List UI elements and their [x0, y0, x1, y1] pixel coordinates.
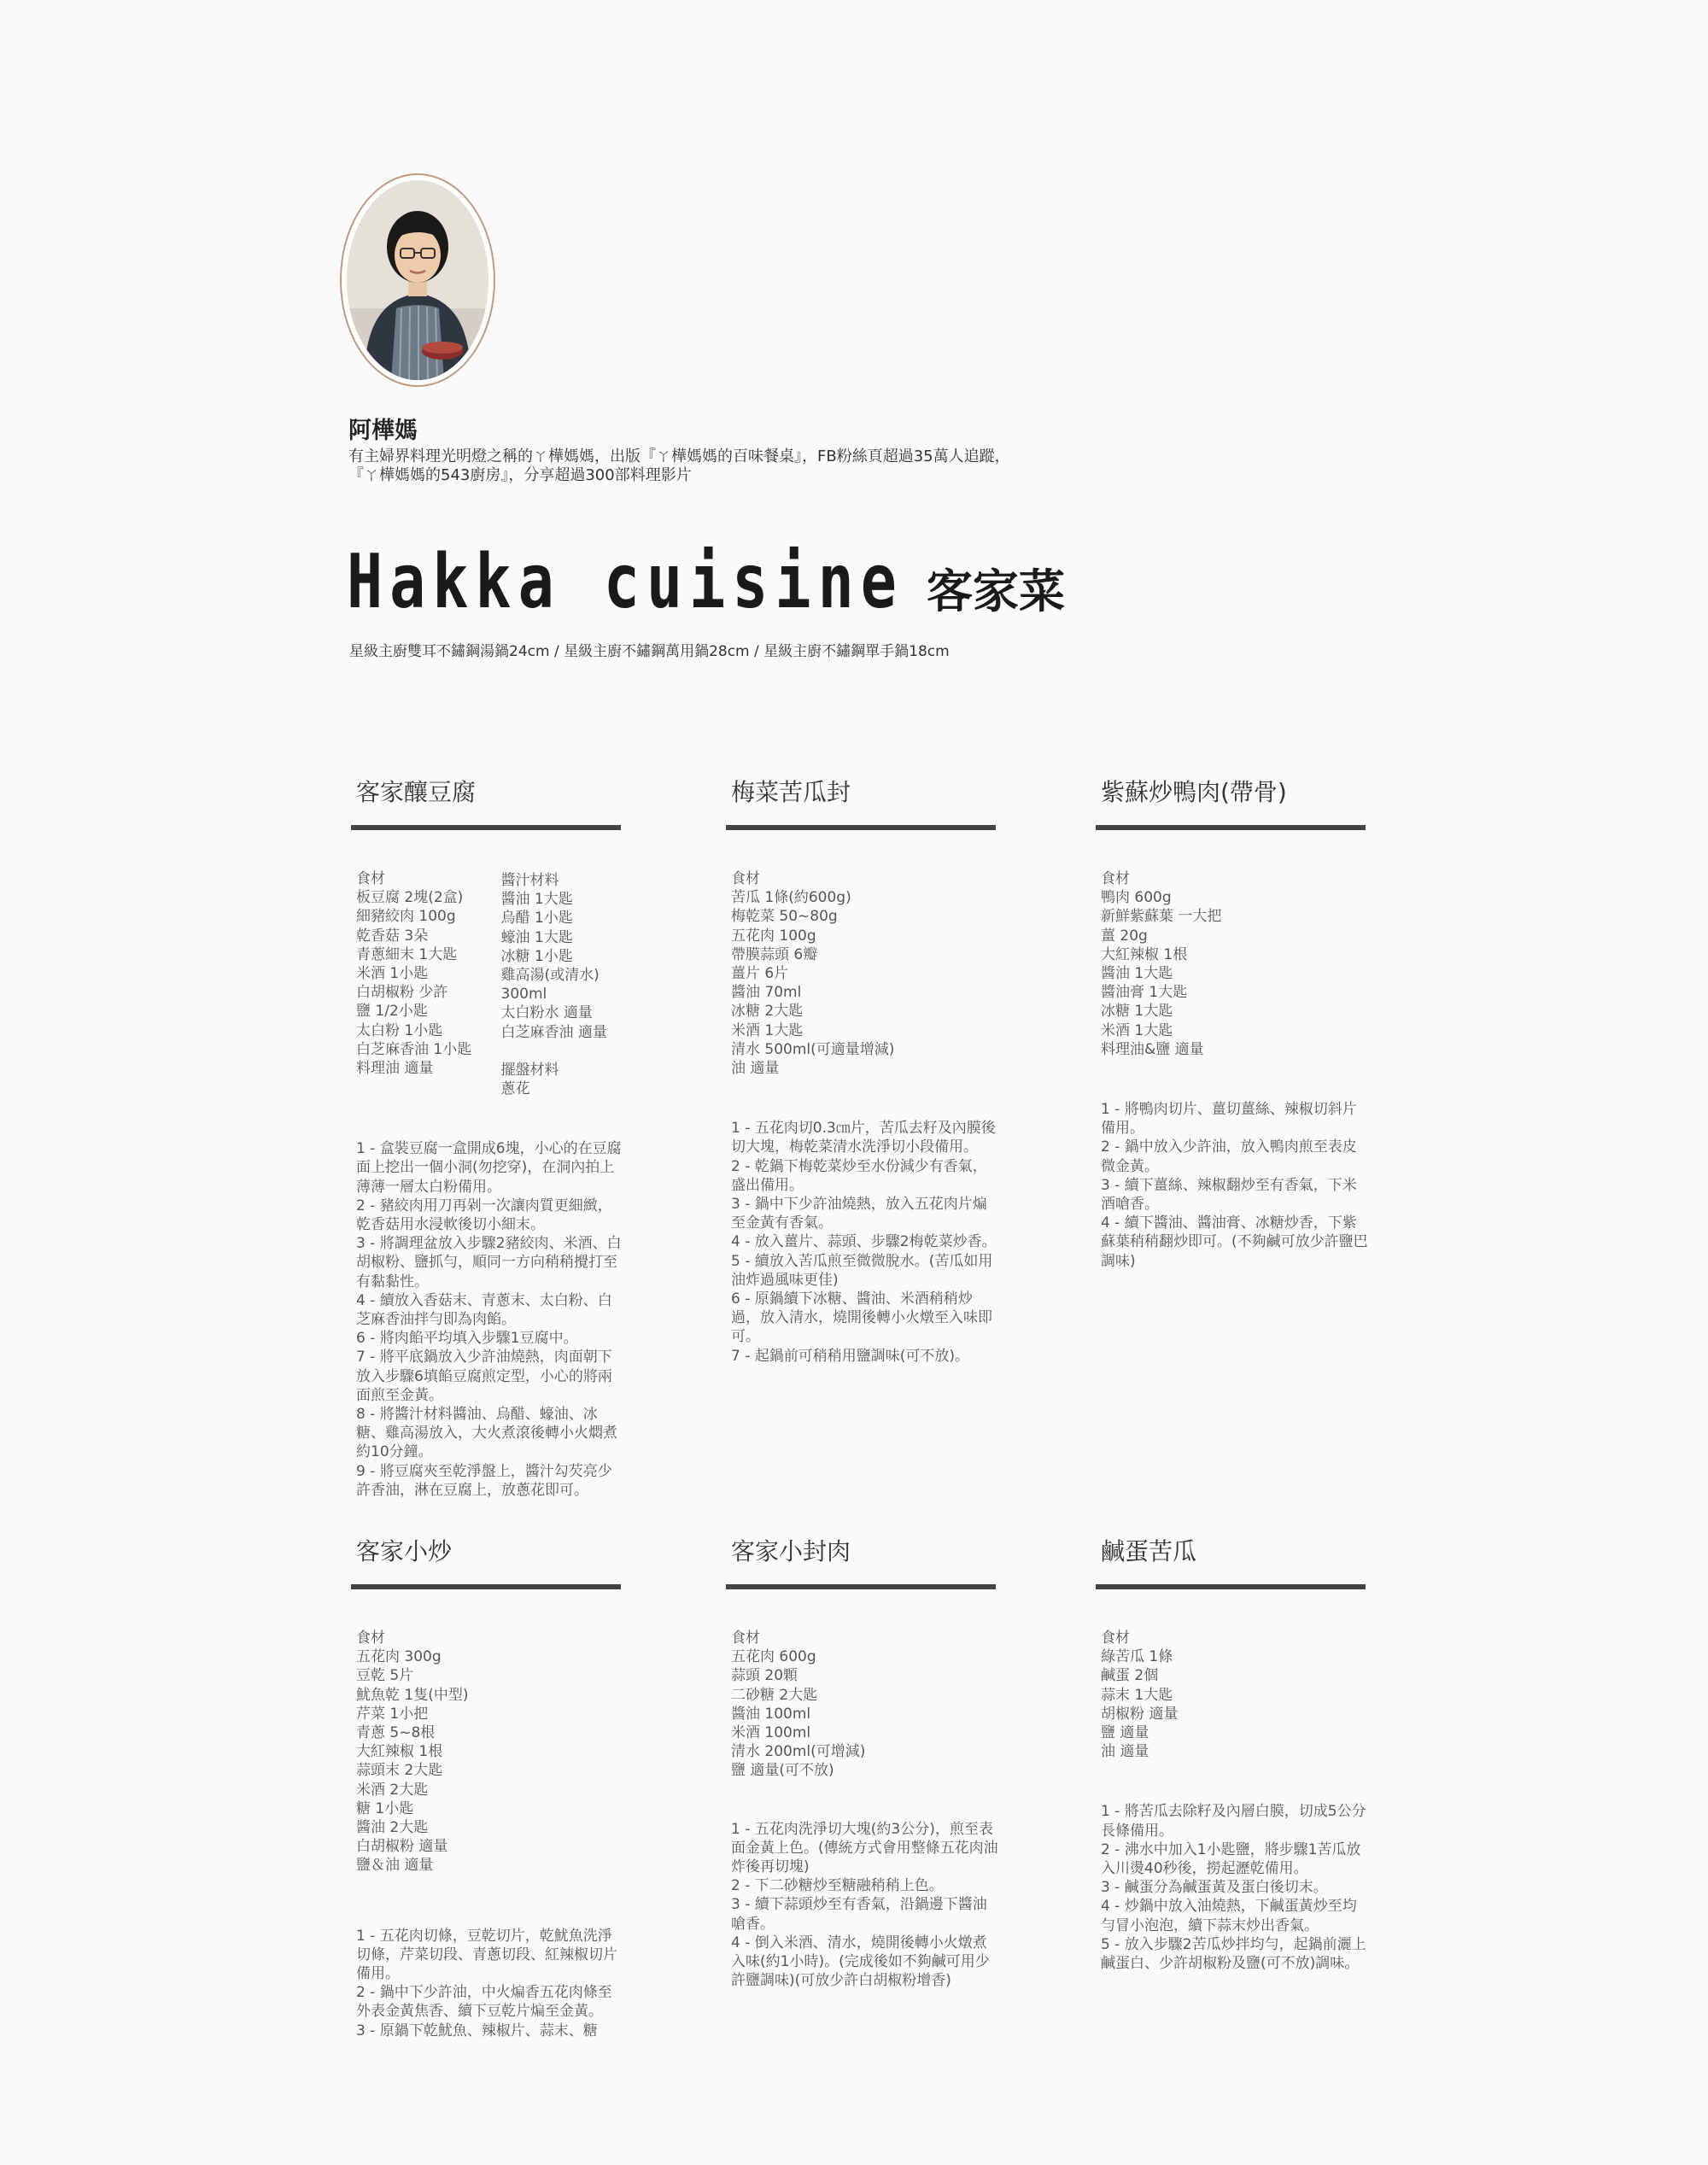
step-item: 6 - 將肉餡平均填入步驟1豆腐中。 [356, 1330, 578, 1348]
ingredient-item: 白芝麻香油 適量 [500, 1023, 607, 1041]
step-item: 3 - 續下薑絲、辣椒翻炒至有香氣，下米酒嗆香。 [1101, 1176, 1357, 1214]
recipe-title-rule [351, 1584, 621, 1589]
ingredient-item: 擺盤材料 [500, 1061, 559, 1079]
step-item: 3 - 鹹蛋分為鹹蛋黃及蛋白後切末。 [1101, 1879, 1328, 1897]
ingredient-item: 鹽 適量(可不放) [731, 1762, 834, 1780]
ingredients-list [1096, 869, 1251, 1059]
ingredient-item: 乾香菇 3朵 [356, 927, 429, 945]
ingredient-item: 醬油膏 1大匙 [1101, 984, 1188, 1002]
recipe-title-rule [351, 825, 621, 830]
step-item: 1 - 將苦瓜去除籽及內層白膜，切成5公分長條備用。 [1101, 1803, 1366, 1840]
recipe-card-hakka-stir-fry [351, 1533, 624, 2040]
step-item: 3 - 鍋中下少許油燒熱，放入五花肉片煸至金黃有香氣。 [731, 1196, 987, 1232]
ingredient-item: 食材 [1101, 870, 1130, 887]
recipe-card-hakka-stuffed-tofu [351, 774, 624, 1500]
author-photo [347, 180, 488, 380]
ingredient-item: 鹽 適量 [1101, 1724, 1149, 1742]
ingredients-list [351, 1629, 506, 1875]
ingredient-item: 鴨肉 600g [1101, 889, 1172, 907]
recipe-title: 梅菜苦瓜封 [731, 778, 851, 806]
ingredient-item: 五花肉 100g [731, 927, 816, 945]
ingredient-item: 冰糖 1大匙 [1101, 1003, 1173, 1021]
ingredient-item: 苦瓜 1條(約600g) [731, 889, 851, 907]
steps-list [726, 1119, 999, 1366]
recipe-card-bitter-melon-pork [726, 774, 999, 1366]
page-title-zh: 客家菜 [926, 565, 1065, 618]
step-item: 1 - 盒裝豆腐一盒開成6塊，小心的在豆腐面上挖出一個小洞(勿挖穿)，在洞內拍上薄薄一層太白粉備用。 [356, 1140, 622, 1196]
ingredient-item: 醬油 1大匙 [500, 891, 573, 909]
ingredient-item: 雞高湯(或清水) [500, 967, 600, 985]
ingredient-item: 食材 [356, 1630, 385, 1647]
ingredient-item: 醬油 70ml [731, 984, 802, 1002]
ingredient-item: 米酒 1小匙 [356, 965, 429, 983]
step-item: 4 - 倒入米酒、清水，燒開後轉小火燉煮入味(約1小時)。(完成後如不夠鹹可用少許鹽調味)(可放少許白胡椒粉增香) [731, 1934, 990, 1990]
ingredient-item: 太白粉水 適量 [500, 1004, 593, 1022]
ingredient-item: 薑 20g [1101, 927, 1148, 945]
ingredient-item: 太白粉 1小匙 [356, 1021, 443, 1039]
ingredient-item: 清水 200ml(可增減) [731, 1743, 866, 1761]
ingredient-item: 醬油 2大匙 [356, 1819, 429, 1837]
ingredient-item: 食材 [1101, 1630, 1130, 1647]
step-item: 4 - 放入薑片、蒜頭、步驟2梅乾菜炒香。 [731, 1233, 997, 1251]
step-item: 4 - 續下醬油、醬油膏、冰糖炒香，下紫蘇葉稍稍翻炒即可。(不夠鹹可放少許鹽巴調味) [1101, 1214, 1368, 1270]
step-item: 3 - 原鍋下乾魷魚、辣椒片、蒜末、糖 [356, 2022, 598, 2039]
ingredient-item: 料理油 適量 [356, 1060, 434, 1078]
steps-list [351, 1927, 624, 2040]
ingredients-block [351, 869, 624, 1098]
step-item: 6 - 原鍋續下冰糖、醬油、米酒稍稍炒過，放入清水，燒開後轉小火燉至入味即可。 [731, 1290, 992, 1346]
ingredient-item: 油 適量 [1101, 1743, 1149, 1761]
step-item: 1 - 將鴨肉切片、薑切薑絲、辣椒切斜片備用。 [1101, 1101, 1357, 1138]
step-item: 5 - 續放入苦瓜煎至微微脫水。(苦瓜如用油炸過風味更佳) [731, 1252, 993, 1289]
recipe-title: 紫蘇炒鴨肉(帶骨) [1101, 778, 1287, 806]
ingredient-item: 新鮮紫蘇葉 一大把 [1101, 908, 1222, 926]
ingredient-item: 蒜末 1大匙 [1101, 1686, 1173, 1704]
step-item: 5 - 放入步驟2苦瓜炒拌均勻，起鍋前灑上鹹蛋白、少許胡椒粉及鹽(可不放)調味。 [1101, 1935, 1366, 1973]
step-item: 2 - 鍋中下少許油，中火煸香五花肉條至外表金黃焦香、續下豆乾片煸至金黃。 [356, 1984, 612, 2021]
steps-list [1096, 1100, 1369, 1271]
step-item: 1 - 五花肉切條，豆乾切片，乾魷魚洗淨切條，芹菜切段、青蔥切段、紅辣椒切片備用。 [356, 1927, 617, 1983]
ingredient-item: 大紅辣椒 1根 [356, 1743, 443, 1761]
ingredient-item: 綠苦瓜 1條 [1101, 1648, 1173, 1666]
ingredient-item: 青蔥細末 1大匙 [356, 945, 458, 963]
ingredient-item: 胡椒粉 適量 [1101, 1705, 1179, 1723]
step-item: 3 - 續下蒜頭炒至有香氣，沿鍋邊下醬油嗆香。 [731, 1896, 987, 1933]
ingredient-item: 二砂糖 2大匙 [731, 1686, 818, 1704]
steps-list [1096, 1802, 1369, 1973]
ingredients-block [726, 1629, 999, 1781]
ingredient-item: 米酒 2大匙 [356, 1781, 429, 1799]
step-item: 9 - 將豆腐夾至乾淨盤上，醬汁勾芡亮少許香油，淋在豆腐上，放蔥花即可。 [356, 1462, 612, 1499]
recipe-title: 客家小封肉 [731, 1537, 851, 1565]
ingredient-item: 醬油 100ml [731, 1705, 811, 1723]
recipe-title-rule [1096, 1584, 1366, 1589]
recipe-title-rule [1096, 825, 1366, 830]
ingredient-item: 烏醋 1小匙 [500, 910, 573, 927]
step-item: 4 - 炒鍋中放入油燒熱，下鹹蛋黃炒至均勻冒小泡泡，續下蒜末炒出香氣。 [1101, 1898, 1357, 1934]
step-item: 1 - 五花肉切0.3㎝片，苦瓜去籽及內膜後切大塊，梅乾菜清水洗淨切小段備用。 [731, 1120, 996, 1156]
ingredient-item: 細豬絞肉 100g [356, 908, 456, 926]
step-item: 2 - 鍋中放入少許油，放入鴨肉煎至表皮微金黃。 [1101, 1138, 1357, 1175]
ingredient-item: 板豆腐 2塊(2盒) [356, 889, 464, 907]
ingredient-item: 梅乾菜 50~80g [731, 908, 838, 926]
ingredient-item: 冰糖 1小匙 [500, 947, 573, 965]
ingredient-item: 糖 1小匙 [356, 1799, 414, 1817]
recipe-title: 鹹蛋苦瓜 [1101, 1537, 1197, 1565]
ingredient-item: 300ml [500, 986, 547, 1004]
cookware-subtitle: 星級主廚雙耳不鏽鋼湯鍋24cm / 星級主廚不鏽鋼萬用鍋28cm / 星級主廚不鏽鋼單手鍋18cm [349, 643, 950, 660]
ingredient-item: 大紅辣椒 1根 [1101, 945, 1188, 963]
ingredient-item: 青蔥 5~8根 [356, 1724, 436, 1742]
ingredient-item: 五花肉 300g [356, 1648, 442, 1666]
ingredient-item: 白胡椒粉 少許 [356, 984, 448, 1002]
ingredient-item: 五花肉 600g [731, 1648, 816, 1666]
ingredient-item: 白胡椒粉 適量 [356, 1838, 448, 1856]
ingredients-list [1096, 1629, 1251, 1761]
ingredient-item: 油 適量 [731, 1060, 780, 1078]
ingredients-block [1096, 1629, 1369, 1761]
step-item: 2 - 下二砂糖炒至糖融稍稍上色。 [731, 1877, 944, 1895]
step-item: 7 - 起鍋前可稍稍用鹽調味(可不放)。 [731, 1347, 970, 1365]
ingredient-item: 蠔油 1大匙 [500, 928, 573, 946]
recipe-title-rule [726, 825, 996, 830]
ingredient-item: 鹽＆油 適量 [356, 1857, 434, 1875]
ingredients-block [726, 869, 999, 1078]
ingredient-item: 魷魚乾 1隻(中型) [356, 1686, 469, 1704]
ingredient-item: 蒜頭 20顆 [731, 1667, 798, 1685]
ingredients-block [351, 1629, 624, 1875]
ingredient-item: 醬汁材料 [500, 872, 559, 889]
ingredients-list [351, 869, 501, 1098]
recipe-title-rule [726, 1584, 996, 1589]
recipe-card-salted-egg-bitter-melon [1096, 1533, 1369, 1973]
ingredient-item: 食材 [356, 870, 385, 887]
step-item: 2 - 沸水中加入1小匙鹽，將步驟1苦瓜放入川燙40秒後，撈起瀝乾備用。 [1101, 1840, 1361, 1878]
ingredient-item: 冰糖 2大匙 [731, 1003, 804, 1021]
steps-list [726, 1820, 999, 1991]
ingredient-item: 料理油&鹽 適量 [1101, 1040, 1204, 1058]
author-name: 阿樺媽 [348, 418, 418, 444]
ingredient-item: 醬油 1大匙 [1101, 965, 1173, 983]
step-item: 8 - 將醬汁材料醬油、烏醋、蠔油、冰糖、雞高湯放入，大火煮滾後轉小火燜煮約10分鐘。 [356, 1406, 617, 1461]
ingredient-item: 食材 [731, 870, 760, 887]
step-item: 4 - 續放入香菇末、青蔥末、太白粉、白芝麻香油拌勻即為肉餡。 [356, 1291, 612, 1329]
ingredient-item: 豆乾 5片 [356, 1667, 414, 1685]
ingredient-item [501, 1042, 624, 1061]
ingredients-list [726, 869, 895, 1078]
author-avatar [340, 173, 495, 387]
recipe-title: 客家釀豆腐 [356, 778, 477, 806]
ingredient-item: 芹菜 1小把 [356, 1705, 429, 1723]
ingredient-item: 帶膜蒜頭 6瓣 [731, 945, 818, 963]
ingredient-item: 鹹蛋 2個 [1101, 1667, 1159, 1685]
ingredient-item: 蔥花 [500, 1080, 530, 1098]
ingredient-item: 薑片 6片 [731, 965, 789, 983]
ingredient-item: 米酒 1大匙 [731, 1021, 804, 1039]
sauce-ingredients-list [501, 869, 624, 1098]
step-item: 2 - 乾鍋下梅乾菜炒至水份減少有香氣，盛出備用。 [731, 1157, 987, 1194]
ingredients-block [1096, 869, 1369, 1059]
ingredient-item: 白芝麻香油 1小匙 [356, 1040, 472, 1058]
ingredient-item: 米酒 1大匙 [1101, 1021, 1173, 1039]
step-item: 2 - 豬絞肉用刀再剁一次讓肉質更細緻，乾香菇用水浸軟後切小細末。 [356, 1197, 612, 1234]
ingredient-item: 蒜頭末 2大匙 [356, 1762, 443, 1780]
recipe-card-hakka-braised-pork [726, 1533, 999, 1990]
step-item: 3 - 將調理盆放入步驟2豬絞肉、米酒、白胡椒粉、鹽抓勻，順同一方向稍稍攪打至有黏黏性。 [356, 1235, 622, 1290]
steps-list [351, 1139, 624, 1500]
recipe-title: 客家小炒 [356, 1537, 453, 1565]
page-title [347, 537, 1065, 625]
step-item: 1 - 五花肉洗淨切大塊(約3公分)，煎至表面金黃上色。(傳統方式會用整條五花肉油炸後再切塊) [731, 1820, 998, 1876]
author-bio: 有主婦界料理光明燈之稱的ㄚ樺媽媽，出版『ㄚ樺媽媽的百味餐桌』，FB粉絲頁超過35萬人追蹤，『ㄚ樺媽媽的543廚房』，分享超過300部料理影片 [348, 448, 1010, 484]
ingredient-item: 米酒 100ml [731, 1724, 811, 1742]
recipe-card-perilla-duck [1096, 774, 1369, 1271]
ingredients-list [726, 1629, 881, 1781]
ingredient-item: 鹽 1/2小匙 [356, 1003, 428, 1021]
ingredient-item: 清水 500ml(可適量增減) [731, 1040, 895, 1058]
page-title-en: Hakka cuisine [347, 537, 904, 625]
step-item: 7 - 將平底鍋放入少許油燒熱，肉面朝下放入步驟6填餡豆腐煎定型，小心的將兩面煎至金黃。 [356, 1349, 612, 1404]
ingredient-item: 食材 [731, 1630, 760, 1647]
